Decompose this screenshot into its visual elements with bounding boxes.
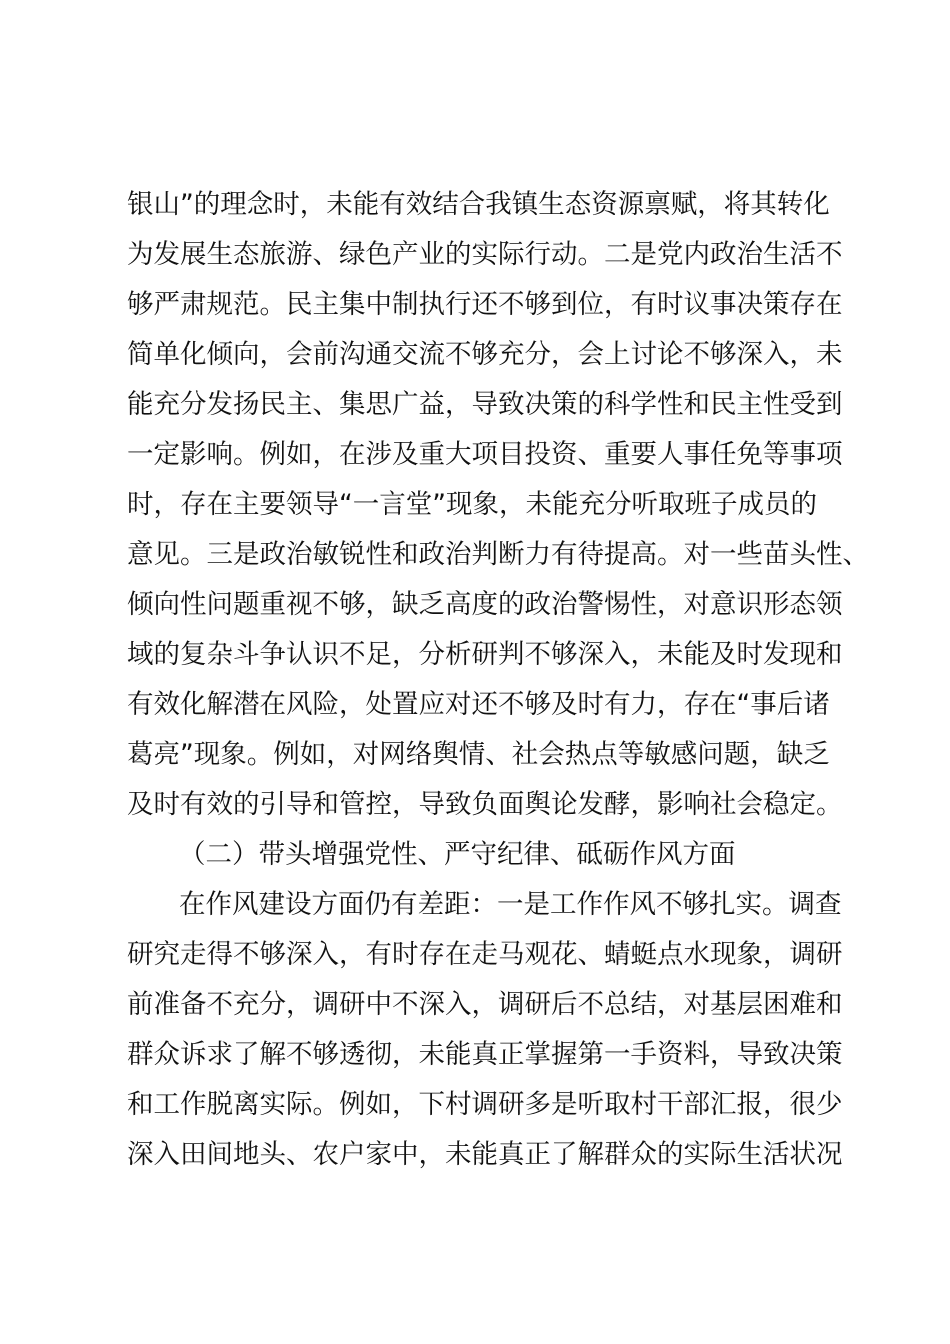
text-line: 深入田间地头、农户家中，未能真正了解群众的实际生活状况 [127, 1139, 843, 1170]
text-line: 简单化倾向，会前沟通交流不够充分，会上讨论不够深入，未 [127, 339, 843, 370]
text-line: 能充分发扬民主、集思广益，导致决策的科学性和民主性受到 [127, 389, 843, 420]
text-line: 研究走得不够深入，有时存在走马观花、蜻蜓点水现象，调研 [127, 939, 843, 970]
text-line: 和工作脱离实际。例如，下村调研多是听取村干部汇报，很少 [127, 1089, 843, 1120]
paragraph-first-line: 在作风建设方面仍有差距：一是工作作风不够扎实。调查 [179, 889, 842, 920]
text-line: 银山”的理念时，未能有效结合我镇生态资源禀赋，将其转化 [127, 189, 830, 220]
text-line: 时，存在主要领导“一言堂”现象，未能充分听取班子成员的 [127, 489, 817, 520]
text-line: 一定影响。例如，在涉及重大项目投资、重要人事任免等事项 [127, 439, 843, 470]
text-line: 为发展生态旅游、绿色产业的实际行动。二是党内政治生活不 [127, 239, 843, 270]
text-line: 有效化解潜在风险，处置应对还不够及时有力，存在“事后诸 [127, 689, 830, 720]
text-line: 及时有效的引导和管控，导致负面舆论发酵，影响社会稳定。 [127, 789, 843, 820]
text-line: 够严肃规范。民主集中制执行还不够到位，有时议事决策存在 [127, 289, 843, 320]
text-line: 葛亮”现象。例如，对网络舆情、社会热点等敏感问题，缺乏 [127, 739, 830, 770]
text-line: 前准备不充分，调研中不深入，调研后不总结，对基层困难和 [127, 989, 843, 1020]
text-line: 倾向性问题重视不够，缺乏高度的政治警惕性，对意识形态领 [127, 589, 843, 620]
section-heading: （二）带头增强党性、严守纪律、砥砺作风方面 [179, 839, 736, 870]
text-line: 意见。三是政治敏锐性和政治判断力有待提高。对一些苗头性、 [127, 539, 869, 570]
text-line: 群众诉求了解不够透彻，未能真正掌握第一手资料，导致决策 [127, 1039, 843, 1070]
body-text [127, 180, 869, 1180]
text-line: 域的复杂斗争认识不足，分析研判不够深入，未能及时发现和 [127, 639, 843, 670]
